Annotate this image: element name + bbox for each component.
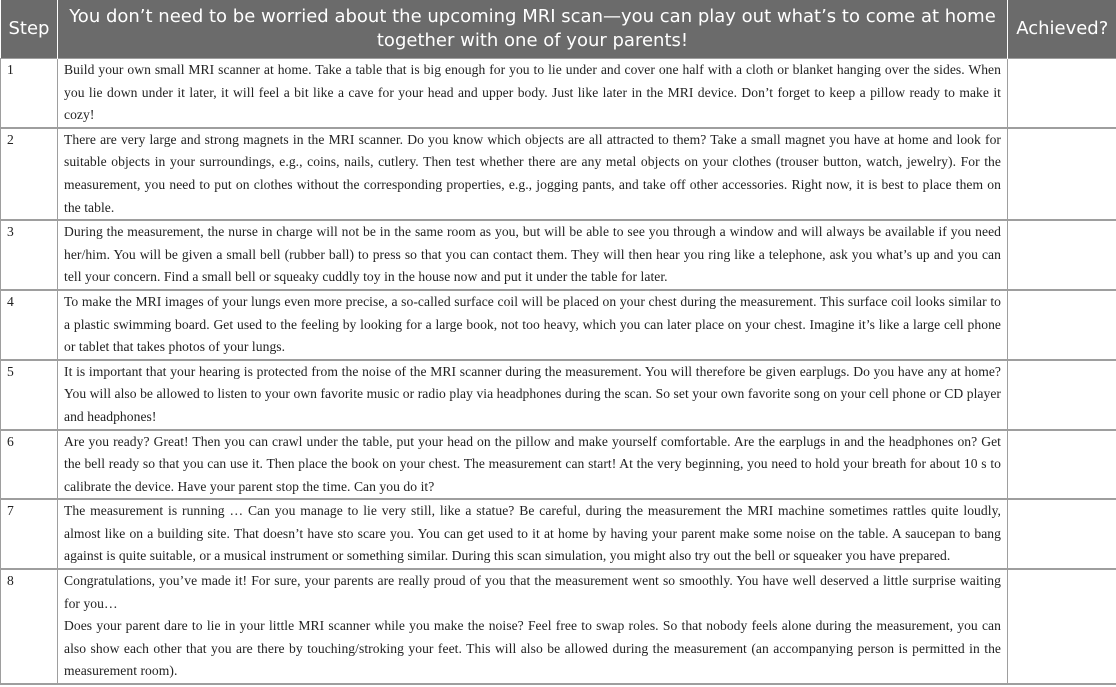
step-number: 4: [1, 290, 58, 360]
instruction-paragraph: Congratulations, you’ve made it! For sure, your parents are really proud of you that the measurement went so smoothly. You have well deserved a little surprise waiting for you…: [64, 573, 1001, 611]
step-number: 7: [1, 499, 58, 569]
achieved-checkbox-cell[interactable]: [1008, 499, 1116, 569]
step-instruction: [58, 569, 1008, 684]
table-row: [1, 59, 1116, 128]
instruction-paragraph: The measurement is running … Can you manage to lie very still, like a statue? Be careful, during the measurement the MRI machine sometimes rattles quite loudly, almost like on a building site. That doesn’t have sto scare you. You can get used to it at home by having your parent make some noise on the table. A saucepan to bang against is quite suitable, or a musical instrument or something similar. During this scan simulation, you might also try out the bell or squeaker you have prepared.: [64, 503, 1001, 564]
step-instruction: [58, 128, 1008, 220]
achieved-checkbox-cell[interactable]: [1008, 59, 1116, 128]
step-instruction: [58, 430, 1008, 500]
step-number: 2: [1, 128, 58, 220]
table-row: [1, 220, 1116, 290]
step-number: 8: [1, 569, 58, 684]
table-row: [1, 569, 1116, 684]
table-body: [1, 59, 1116, 685]
step-instruction: [58, 59, 1008, 128]
achieved-checkbox-cell[interactable]: [1008, 569, 1116, 684]
step-instruction: [58, 290, 1008, 360]
header-achieved: Achieved?: [1008, 0, 1116, 59]
step-number: 1: [1, 59, 58, 128]
step-instruction: [58, 220, 1008, 290]
step-instruction: [58, 499, 1008, 569]
instruction-paragraph: During the measurement, the nurse in charge will not be in the same room as you, but will be able to see you through a window and will always be available if you need her/him. You will be given a small bell (rubber ball) to press so that you can contact them. They will then hear you ring like a telephone, ask you what’s up and you can tell your concern. Find a small bell or squeaky cuddly toy in the house now and put it under the table for later.: [64, 224, 1001, 285]
achieved-checkbox-cell[interactable]: [1008, 430, 1116, 500]
header-instruction: You don’t need to be worried about the upcoming MRI scan—you can play out what’s to come at home together with one of your parents!: [58, 0, 1008, 59]
instruction-paragraph: Does your parent dare to lie in your little MRI scanner while you make the noise? Feel free to swap roles. So that nobody feels alone during the measurement, you can also show each other that you are there by touching/stroking your feet. This will also be allowed during the measurement (an accompanying person is permitted in the measurement room).: [64, 618, 1001, 679]
table-row: [1, 128, 1116, 220]
step-number: 3: [1, 220, 58, 290]
instruction-paragraph: There are very large and strong magnets in the MRI scanner. Do you know which objects are all attracted to them? Take a small magnet you have at home and look for suitable objects in your surroundings, e.g., coins, nails, cutlery. Then test whether there are any metal objects on your clothes (trouser button, watch, jewelry). For the measurement, you need to put on clothes without the corresponding properties, e.g., jogging pants, and take off other accessories. Right now, it is best to place them on the table.: [64, 131, 1001, 215]
instruction-paragraph: Are you ready? Great! Then you can crawl under the table, put your head on the pillow and make yourself comfortable. Are the earplugs in and the headphones on? Get the bell ready so that you can use it. Then place the book on your chest. The measurement can start! At the very beginning, you need to hold your breath for about 10 s to calibrate the device. Have your parent stop the time. Can you do it?: [64, 433, 1001, 494]
table-row: [1, 430, 1116, 500]
achieved-checkbox-cell[interactable]: [1008, 290, 1116, 360]
step-instruction: [58, 360, 1008, 430]
header-step: Step: [1, 0, 58, 59]
step-number: 6: [1, 430, 58, 500]
step-number: 5: [1, 360, 58, 430]
table-header-row: [1, 0, 1116, 59]
table-row: [1, 499, 1116, 569]
instruction-paragraph: Build your own small MRI scanner at home. Take a table that is big enough for you to lie under and cover one half with a cloth or blanket hanging over the sides. When you lie down under it later, it will feel a bit like a cave for your head and upper body. Just like later in the MRI device. Don’t forget to keep a pillow ready to make it cozy!: [64, 62, 1001, 123]
instruction-paragraph: It is important that your hearing is protected from the noise of the MRI scanner during the measurement. You will therefore be given earplugs. Do you have any at home? You will also be allowed to listen to your own favorite music or radio play via headphones during the scan. So set your own favorite song on your cell phone or CD player and headphones!: [64, 363, 1001, 424]
achieved-checkbox-cell[interactable]: [1008, 128, 1116, 220]
achieved-checkbox-cell[interactable]: [1008, 360, 1116, 430]
instruction-paragraph: To make the MRI images of your lungs even more precise, a so-called surface coil will be placed on your chest during the measurement. This surface coil looks similar to a plastic swimming board. Get used to the feeling by looking for a large book, not too heavy, which you can later place on your chest. Imagine it’s like a large cell phone or tablet that takes photos of your lungs.: [64, 293, 1001, 355]
achieved-checkbox-cell[interactable]: [1008, 220, 1116, 290]
table-row: [1, 290, 1116, 360]
table-row: [1, 360, 1116, 430]
